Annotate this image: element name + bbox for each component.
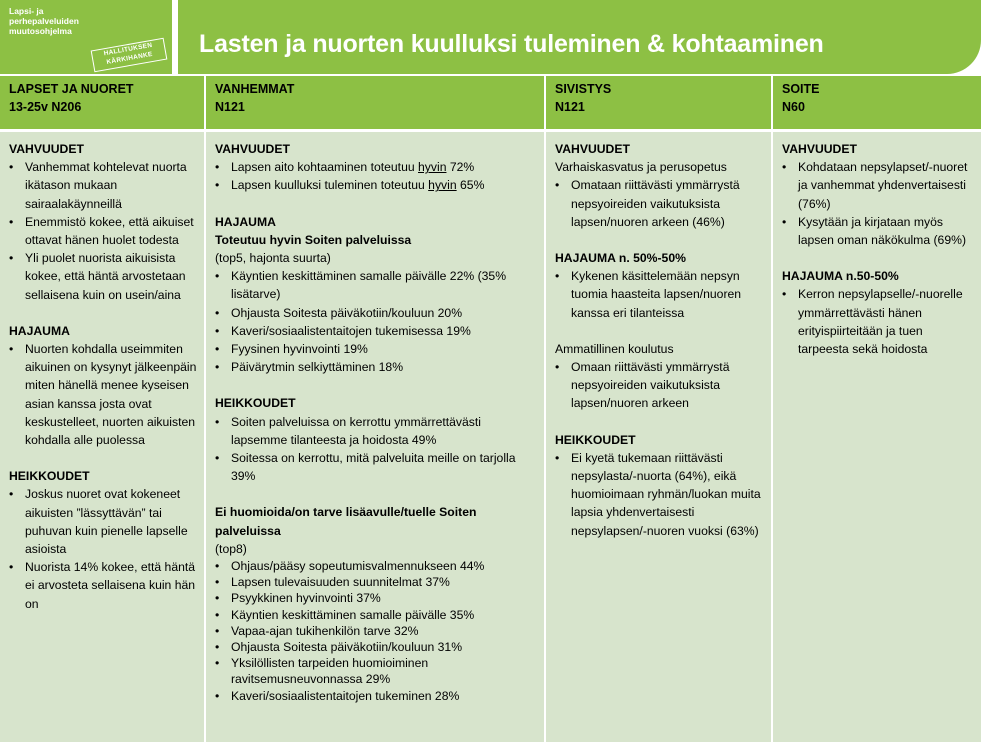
column-header xyxy=(546,74,771,129)
list-item: • Ohjausta Soitesta päiväkotiin/kouluun 20% xyxy=(215,304,538,322)
strengths-list xyxy=(782,158,975,249)
section-label: VAHVUUDET xyxy=(215,142,290,156)
section-label: HEIKKOUDET xyxy=(215,396,296,411)
column-header xyxy=(206,74,544,129)
page-title: Lasten ja nuorten kuulluksi tuleminen & kohtaaminen xyxy=(199,30,824,58)
section-note: (top5, hajonta suurta) xyxy=(215,251,331,266)
weaknesses-list xyxy=(555,449,765,540)
section-sublabel: Varhaiskasvatus ja perusopetus xyxy=(555,160,727,175)
section-label: HAJAUMA n. 50%-50% xyxy=(555,251,686,266)
weaknesses-list xyxy=(9,485,198,612)
list-item: • Ei kyetä tukemaan riittävästi nepsylasta/-nuorta (64%), eikä huomioimaan ryhmän/luokan muita lapsia yhdenvertaisesti nepsylapsen/-nuoren vuoksi (63%) xyxy=(555,449,765,540)
section-sublabel: Toteutuu hyvin Soiten palveluissa xyxy=(215,232,412,247)
list-item: • Enemmistö kokee, että aikuiset ottavat hänen huolet todesta xyxy=(9,213,198,249)
strengths-list xyxy=(555,176,765,231)
column-vanhemmat xyxy=(206,74,544,742)
column-title: LAPSET JA NUORET xyxy=(9,82,134,96)
list-item: • Omataan riittävästi ymmärrystä nepsyoireiden vaikutuksista lapsen/nuoren arkeen (46%) xyxy=(555,176,765,231)
variance-list xyxy=(215,267,538,376)
column-title: SOITE xyxy=(782,82,820,96)
column-title: SIVISTYS xyxy=(555,82,612,96)
weaknesses-list xyxy=(215,413,538,486)
list-item: • Ohjausta Soitesta päiväkotiin/kouluun 31% xyxy=(215,639,538,655)
government-stamp: HALLITUKSEN KÄRKIHANKE xyxy=(91,38,168,73)
list-item: • Yksilöllisten tarpeiden huomioiminen ravitsemusneuvonnassa 29% xyxy=(215,655,538,687)
column-sample: N121 xyxy=(555,100,585,114)
section-label: HAJAUMA n.50-50% xyxy=(782,269,899,284)
strengths-list xyxy=(9,158,198,304)
list-item: • Nuorten kohdalla useimmiten aikuinen on kysynyt jälkeenpäin miten hänellä menee kyseisen asian kanssa josta ovat keskustelleet, nuorten aikuisten kohdalla alle puolessa xyxy=(9,340,198,449)
section-label: VAHVUUDET xyxy=(782,142,857,156)
list-item: • Lapsen aito kohtaaminen toteutuu hyvin 72% xyxy=(215,158,538,176)
list-item: • Päivärytmin selkiyttäminen 18% xyxy=(215,358,538,376)
column-lapset-ja-nuoret xyxy=(0,74,204,742)
section-label: HEIKKOUDET xyxy=(555,432,636,447)
column-body xyxy=(206,132,544,742)
column-sample: N60 xyxy=(782,100,805,114)
section-label: HAJAUMA xyxy=(9,323,70,338)
column-body xyxy=(546,132,771,742)
list-item: • Joskus nuoret ovat kokeneet aikuisten ”lässyttävän” tai puhuvan kuin pienelle lapselle asioista xyxy=(9,485,198,558)
logo-text: Lapsi- ja perhepalveluiden muutosohjelma xyxy=(9,6,79,36)
section-note: (top8) xyxy=(215,541,247,556)
section-label: VAHVUUDET xyxy=(555,142,630,156)
column-sample: N121 xyxy=(215,100,245,114)
column-header xyxy=(773,74,981,129)
program-logo xyxy=(0,0,172,74)
list-item: • Psyykkinen hyvinvointi 37% xyxy=(215,590,538,606)
section-sublabel: Ammatillinen koulutus xyxy=(555,341,674,356)
header-banner xyxy=(0,0,981,74)
column-sivistys xyxy=(546,74,771,742)
list-item: • Kaveri/sosiaalistentaitojen tukeminen 28% xyxy=(215,688,538,704)
title-bar xyxy=(178,0,981,74)
list-item: • Lapsen tulevaisuuden suunnitelmat 37% xyxy=(215,574,538,590)
list-item: • Vapaa-ajan tukihenkilön tarve 32% xyxy=(215,623,538,639)
list-item: • Kerron nepsylapselle/-nuorelle ymmärrettävästi hänen erityispiirteitään ja tuen tarpeesta sekä hoidosta xyxy=(782,285,975,358)
list-item: • Käyntien keskittäminen samalle päivälle 22% (35% lisätarve) xyxy=(215,267,538,303)
section-label: HAJAUMA xyxy=(215,214,276,229)
list-item: • Soiten palveluissa on kerrottu ymmärrettävästi lapsemme tilanteesta ja hoidosta 49% xyxy=(215,413,538,449)
list-item: • Yli puolet nuorista aikuisista kokee, että häntä arvostetaan sellaisena kuin on usein/aina xyxy=(9,249,198,304)
list-item: • Kaveri/sosiaalistentaitojen tukemisessa 19% xyxy=(215,322,538,340)
section-label: VAHVUUDET xyxy=(9,142,84,156)
list-item: • Omaan riittävästi ymmärrystä nepsyoireiden vaikutuksista lapsen/nuoren arkeen xyxy=(555,358,765,413)
column-sample: 13-25v N206 xyxy=(9,100,82,114)
column-body xyxy=(773,132,981,742)
column-title: VANHEMMAT xyxy=(215,82,295,96)
list-item: • Fyysinen hyvinvointi 19% xyxy=(215,340,538,358)
list-item: • Kysytään ja kirjataan myös lapsen oman näkökulma (69%) xyxy=(782,213,975,249)
strengths-list xyxy=(215,158,538,194)
vocational-list xyxy=(555,358,765,413)
list-item: • Ohjaus/pääsy sopeutumisvalmennukseen 44% xyxy=(215,558,538,574)
section-label: HEIKKOUDET xyxy=(9,469,90,484)
list-item: • Kohdataan nepsylapset/-nuoret ja vanhemmat yhdenvertaisesti (76%) xyxy=(782,158,975,213)
column-soite xyxy=(773,74,981,742)
variance-list xyxy=(9,340,198,449)
variance-list xyxy=(782,285,975,358)
variance-list xyxy=(555,267,765,322)
needs-list xyxy=(215,558,538,704)
list-item: • Käyntien keskittäminen samalle päivälle 35% xyxy=(215,607,538,623)
list-item: • Soitessa on kerrottu, mitä palveluita meille on tarjolla 39% xyxy=(215,449,538,485)
section-label: Ei huomioida/on tarve lisäavulle/tuelle Soiten palveluissa xyxy=(215,505,477,538)
list-item: • Nuorista 14% kokee, että häntä ei arvosteta sellaisena kuin hän on xyxy=(9,558,198,613)
column-header xyxy=(0,74,204,129)
list-item: • Vanhemmat kohtelevat nuorta ikätason mukaan sairaalakäynneillä xyxy=(9,158,198,213)
list-item: • Kykenen käsittelemään nepsyn tuomia haasteita lapsen/nuoren kanssa eri tilanteissa xyxy=(555,267,765,322)
list-item: • Lapsen kuulluksi tuleminen toteutuu hyvin 65% xyxy=(215,176,538,194)
columns xyxy=(0,74,981,742)
column-body xyxy=(0,132,204,742)
